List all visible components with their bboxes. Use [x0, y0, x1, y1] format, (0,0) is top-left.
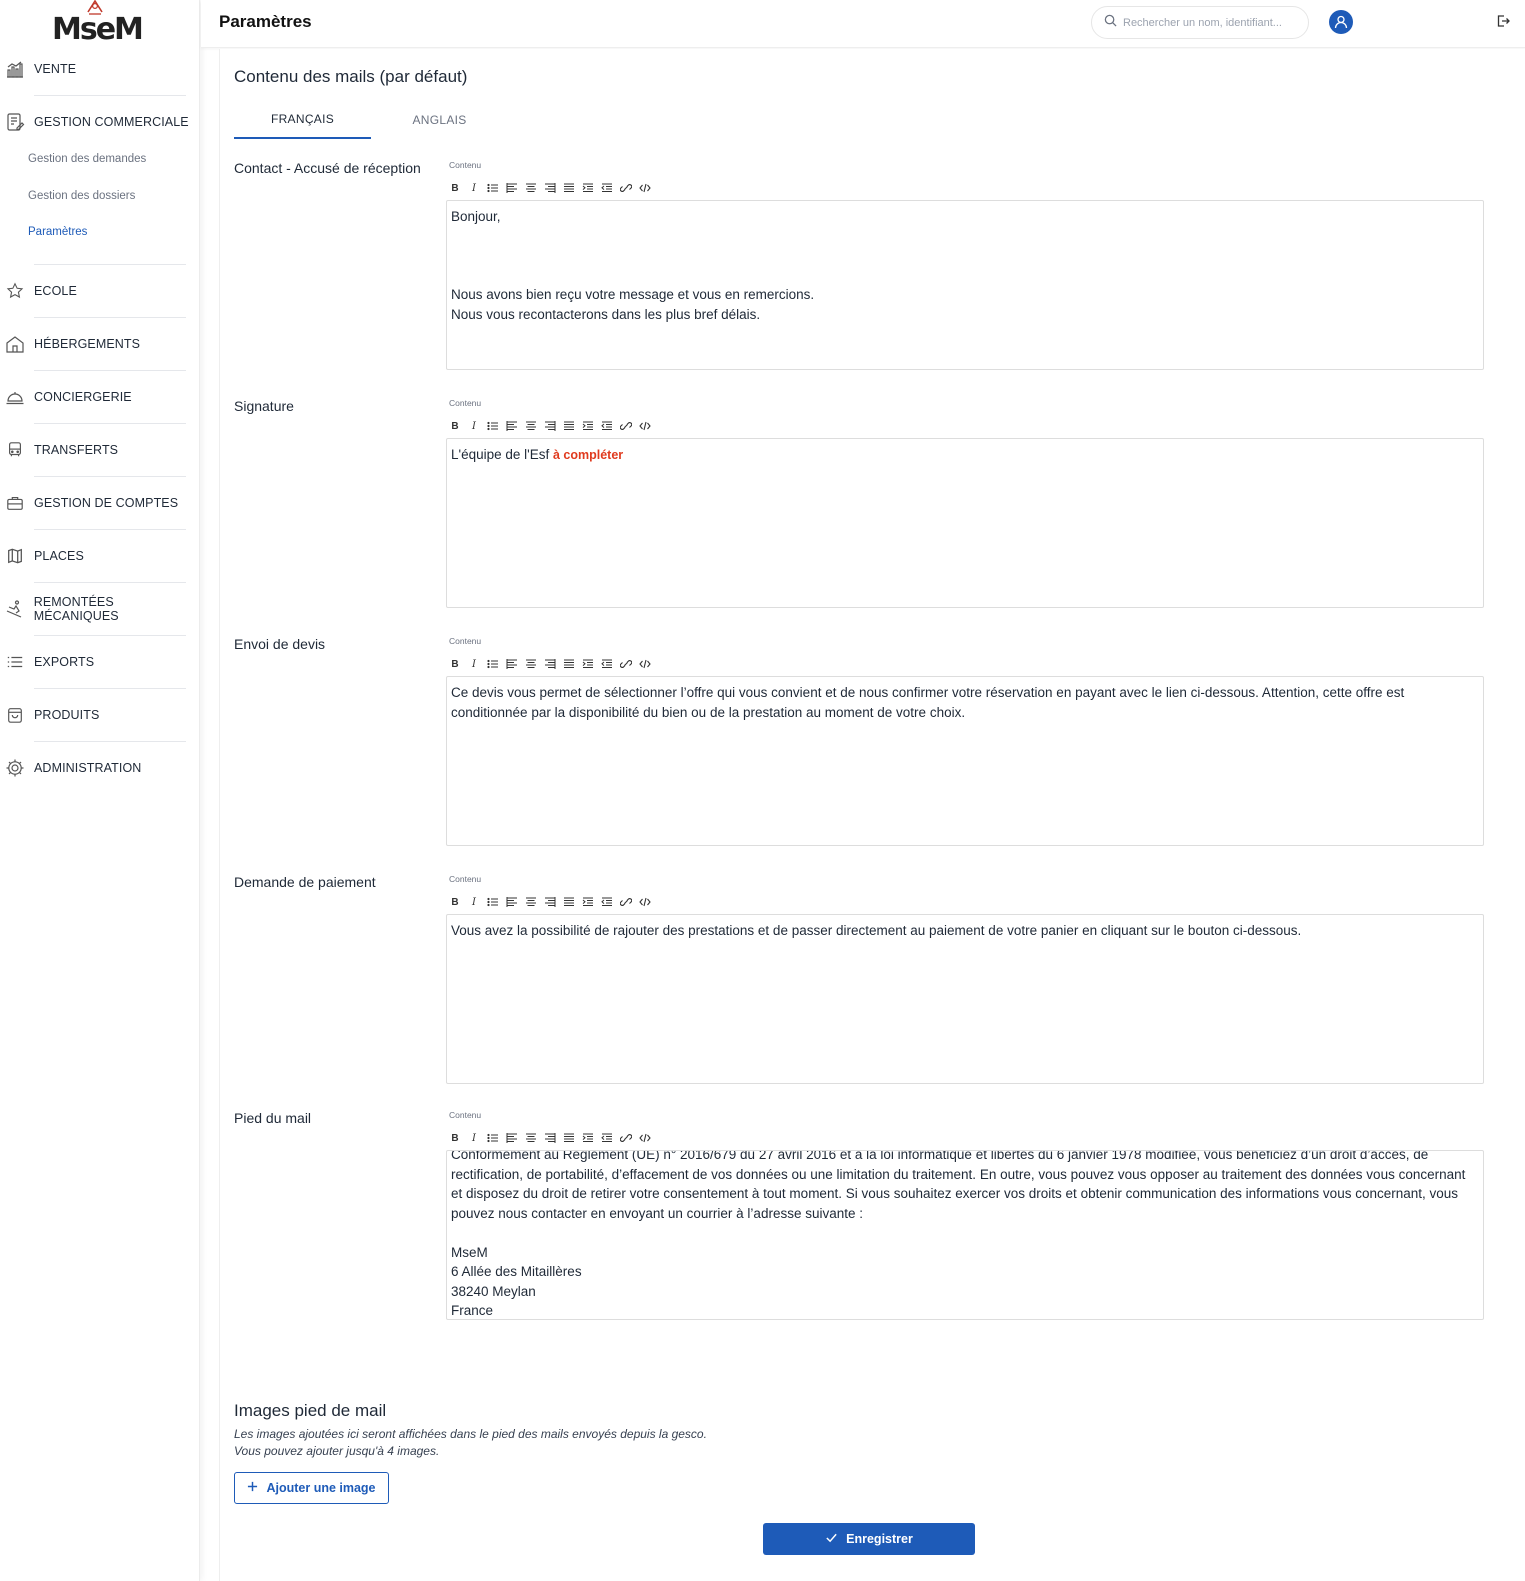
- logo[interactable]: [52, 0, 142, 48]
- align-center-icon[interactable]: [525, 420, 537, 432]
- align-left-icon[interactable]: [506, 658, 518, 670]
- sidebar-item-produits[interactable]: [0, 695, 200, 735]
- sidebar-item-exports[interactable]: [0, 642, 200, 682]
- indent-icon[interactable]: [582, 182, 594, 194]
- indent-icon[interactable]: [582, 896, 594, 908]
- align-center-icon[interactable]: [525, 896, 537, 908]
- field-caption: Contenu: [449, 398, 482, 408]
- editor-toolbar: [449, 180, 651, 196]
- link-icon[interactable]: [620, 420, 632, 432]
- editor-text: L'équipe de l'Esf: [451, 447, 550, 462]
- editor-line: Nous vous recontacterons dans les plus bref délais.: [451, 306, 761, 322]
- link-icon[interactable]: [620, 182, 632, 194]
- address-line: 38240 Meylan: [451, 1283, 536, 1299]
- italic-icon[interactable]: I: [472, 896, 476, 908]
- align-left-icon[interactable]: [506, 896, 518, 908]
- editor-line: [451, 266, 1479, 286]
- plus-icon: [247, 1481, 258, 1495]
- section-title: Contenu des mails (par défaut): [234, 67, 468, 86]
- gear-icon: [4, 757, 26, 779]
- divider: [34, 264, 186, 265]
- align-left-icon[interactable]: [506, 182, 518, 194]
- code-icon[interactable]: [639, 896, 651, 908]
- logout-button[interactable]: [1496, 14, 1512, 30]
- bullet-list-icon[interactable]: [487, 658, 499, 670]
- outdent-icon[interactable]: [601, 182, 613, 194]
- sidebar-item-administration[interactable]: [0, 748, 200, 788]
- add-image-label: Ajouter une image: [266, 1481, 376, 1495]
- divider: [34, 95, 186, 96]
- field-caption: Contenu: [449, 1110, 482, 1120]
- logout-icon: [1496, 14, 1510, 28]
- outdent-icon[interactable]: [601, 420, 613, 432]
- italic-icon[interactable]: I: [472, 420, 476, 432]
- bullet-list-icon[interactable]: [487, 182, 499, 194]
- align-center-icon[interactable]: [525, 658, 537, 670]
- editor-toolbar: [449, 894, 651, 910]
- sidebar-item-label: EXPORTS: [34, 655, 95, 669]
- bold-icon[interactable]: B: [451, 182, 459, 194]
- sidebar-item-label: TRANSFERTS: [34, 443, 119, 457]
- indent-icon[interactable]: [582, 1132, 594, 1144]
- address-line: 6 Allée des Mitaillères: [451, 1264, 582, 1279]
- sidebar-item-hebergements[interactable]: [0, 324, 200, 364]
- field-label-signature: Signature: [234, 398, 294, 414]
- justify-icon[interactable]: [563, 896, 575, 908]
- editor-text: Conformément au Règlement (UE) n° 2016/679 du 27 avril 2016 et à la loi informatique et libertés du 6 janvier 1978 modifiée, vous bénéficiez d’un droit d’accès, de rectification, de portabilité, d’effacement de vos données ou une limitation du traitement. En outre, vous pouvez vous opposer au traitement des données vous concernant et disposez du droit de retirer votre consentement à tout moment. Si vous souhaitez exercer vos droits et obtenir communication des informations vous concernant, vous pouvez nous contacter en envoyant un courrier à l’adresse suivante :: [451, 1150, 1466, 1221]
- sidebar-item-label: GESTION DE COMPTES: [34, 496, 179, 510]
- align-left-icon[interactable]: [506, 1132, 518, 1144]
- sidebar-item-label: PLACES: [34, 549, 84, 563]
- editor-line: [451, 246, 1479, 266]
- align-center-icon[interactable]: [525, 182, 537, 194]
- user-icon: [1333, 14, 1349, 30]
- divider: [34, 370, 186, 371]
- link-icon[interactable]: [620, 1132, 632, 1144]
- map-icon: [4, 545, 26, 567]
- sidebar-subitem-gestion-demandes[interactable]: Gestion des demandes: [28, 153, 147, 165]
- code-icon[interactable]: [639, 1132, 651, 1144]
- images-section-title: Images pied de mail: [234, 1401, 387, 1420]
- list-icon: [4, 651, 26, 673]
- description-line: Les images ajoutées ici seront affichées dans le pied des mails envoyés depuis la gesco.: [234, 1427, 707, 1441]
- editor-toolbar: [449, 418, 651, 434]
- sidebar-item-label: GESTION COMMERCIALE: [34, 115, 189, 129]
- sidebar-item-label: ADMINISTRATION: [34, 761, 142, 775]
- sidebar-item-label: REMONTÉES MÉCANIQUES: [33, 595, 119, 623]
- divider: [34, 423, 186, 424]
- sidebar-item-label: CONCIERGERIE: [34, 390, 132, 404]
- code-icon[interactable]: [639, 658, 651, 670]
- italic-icon[interactable]: I: [472, 1132, 476, 1144]
- outdent-icon[interactable]: [601, 1132, 613, 1144]
- field-label-pied-mail: Pied du mail: [234, 1110, 312, 1126]
- sidebar-item-label: VENTE: [34, 62, 77, 76]
- justify-icon[interactable]: [563, 420, 575, 432]
- editor-text: Ce devis vous permet de sélectionner l’offre qui vous convient et de nous confirmer votre réservation en payant avec le lien ci-dessous. Attention, cette offre est conditionnée par la disponibilité du bien ou de la prestation au moment de votre choix.: [451, 685, 1405, 720]
- briefcase-icon: [4, 492, 26, 514]
- justify-icon[interactable]: [563, 658, 575, 670]
- star-icon: [4, 280, 26, 302]
- address-line: MseM: [451, 1244, 488, 1260]
- divider: [34, 741, 186, 742]
- justify-icon[interactable]: [563, 182, 575, 194]
- main-content: [219, 49, 1525, 1581]
- save-button[interactable]: [763, 1523, 975, 1555]
- editor-scroll-content: [451, 1150, 1479, 1320]
- editor-signature[interactable]: [446, 438, 1484, 608]
- language-tabs: [234, 101, 508, 139]
- sidebar-item-transferts[interactable]: [0, 430, 200, 470]
- divider: [34, 476, 186, 477]
- divider: [34, 582, 186, 583]
- align-right-icon[interactable]: [544, 182, 556, 194]
- editor-pied-mail[interactable]: [446, 1150, 1484, 1320]
- sidebar-item-remontees-mecaniques[interactable]: [0, 589, 200, 629]
- bold-icon[interactable]: B: [451, 658, 459, 670]
- indent-icon[interactable]: [582, 420, 594, 432]
- editor-line: Bonjour,: [451, 209, 501, 224]
- indent-icon[interactable]: [582, 658, 594, 670]
- sidebar-item-vente[interactable]: [0, 49, 200, 89]
- top-bar: [201, 0, 1525, 48]
- field-label-envoi-devis: Envoi de devis: [234, 636, 326, 652]
- align-center-icon[interactable]: [525, 1132, 537, 1144]
- align-right-icon[interactable]: [544, 896, 556, 908]
- field-label-demande-paiement: Demande de paiement: [234, 874, 376, 890]
- save-label: Enregistrer: [846, 1532, 913, 1546]
- sidebar-item-gestion-commerciale[interactable]: [0, 102, 200, 142]
- outdent-icon[interactable]: [601, 658, 613, 670]
- sidebar-subitem-parametres[interactable]: Paramètres: [28, 226, 88, 238]
- tab-anglais[interactable]: ANGLAIS: [412, 113, 467, 127]
- sidebar-item-conciergerie[interactable]: [0, 377, 200, 417]
- align-right-icon[interactable]: [544, 1132, 556, 1144]
- bar-chart-icon: [4, 58, 26, 80]
- link-icon[interactable]: [620, 658, 632, 670]
- bold-icon[interactable]: B: [451, 420, 459, 432]
- editor-line: [451, 227, 1479, 247]
- field-caption: Contenu: [449, 636, 482, 646]
- search-input[interactable]: [1123, 17, 1293, 29]
- italic-icon[interactable]: I: [472, 182, 476, 194]
- outdent-icon[interactable]: [601, 896, 613, 908]
- sidebar: [0, 0, 200, 1581]
- editor-demande-paiement[interactable]: [446, 914, 1484, 1084]
- editor-toolbar: [449, 1130, 651, 1146]
- link-icon[interactable]: [620, 896, 632, 908]
- editor-text: Vous avez la possibilité de rajouter des prestations et de passer directement au paiement de votre panier en cliquant sur le bouton ci-dessous.: [451, 923, 1302, 938]
- placeholder-highlight: à compléter: [553, 448, 624, 462]
- bag-icon: [4, 704, 26, 726]
- bold-icon[interactable]: B: [451, 1132, 459, 1144]
- field-label-contact: Contact - Accusé de réception: [234, 160, 421, 176]
- divider: [34, 317, 186, 318]
- bus-icon: [4, 439, 26, 461]
- code-icon[interactable]: [639, 182, 651, 194]
- align-left-icon[interactable]: [506, 420, 518, 432]
- page-title: Paramètres: [219, 12, 312, 31]
- bullet-list-icon[interactable]: [487, 420, 499, 432]
- sidebar-subitem-gestion-dossiers[interactable]: Gestion des dossiers: [28, 190, 136, 202]
- bullet-list-icon[interactable]: [487, 1132, 499, 1144]
- cloche-icon: [4, 386, 26, 408]
- field-caption: Contenu: [449, 874, 482, 884]
- divider: [34, 688, 186, 689]
- justify-icon[interactable]: [563, 1132, 575, 1144]
- bold-icon[interactable]: B: [451, 896, 459, 908]
- images-section-description: [234, 1426, 707, 1460]
- divider: [34, 635, 186, 636]
- editor-line: Nous avons bien reçu votre message et vous en remercions.: [451, 287, 815, 302]
- sidebar-item-gestion-comptes[interactable]: [0, 483, 200, 523]
- search-icon: [1104, 14, 1117, 32]
- bullet-list-icon[interactable]: [487, 896, 499, 908]
- code-icon[interactable]: [639, 420, 651, 432]
- editor-envoi-devis[interactable]: [446, 676, 1484, 846]
- add-image-button[interactable]: [234, 1472, 389, 1504]
- skier-icon: [4, 598, 26, 620]
- sidebar-item-label: ECOLE: [34, 284, 77, 298]
- divider: [34, 529, 186, 530]
- home-icon: [4, 333, 26, 355]
- logo-text: MseM: [52, 12, 142, 47]
- check-icon: [825, 1531, 838, 1547]
- align-right-icon[interactable]: [544, 420, 556, 432]
- sidebar-item-label: PRODUITS: [34, 708, 100, 722]
- italic-icon[interactable]: I: [472, 658, 476, 670]
- search-box[interactable]: [1091, 6, 1309, 39]
- editor-toolbar: [449, 656, 651, 672]
- editor-contact[interactable]: [446, 200, 1484, 370]
- sidebar-item-places[interactable]: [0, 536, 200, 576]
- description-line: Vous pouvez ajouter jusqu'à 4 images.: [234, 1444, 440, 1458]
- address-line: France: [451, 1303, 494, 1318]
- sidebar-item-label: HÉBERGEMENTS: [34, 337, 141, 351]
- user-avatar[interactable]: [1329, 10, 1353, 34]
- field-caption: Contenu: [449, 160, 482, 170]
- tab-francais[interactable]: FRANÇAIS: [234, 101, 371, 139]
- align-right-icon[interactable]: [544, 658, 556, 670]
- sidebar-item-ecole[interactable]: [0, 271, 200, 311]
- document-edit-icon: [4, 111, 26, 133]
